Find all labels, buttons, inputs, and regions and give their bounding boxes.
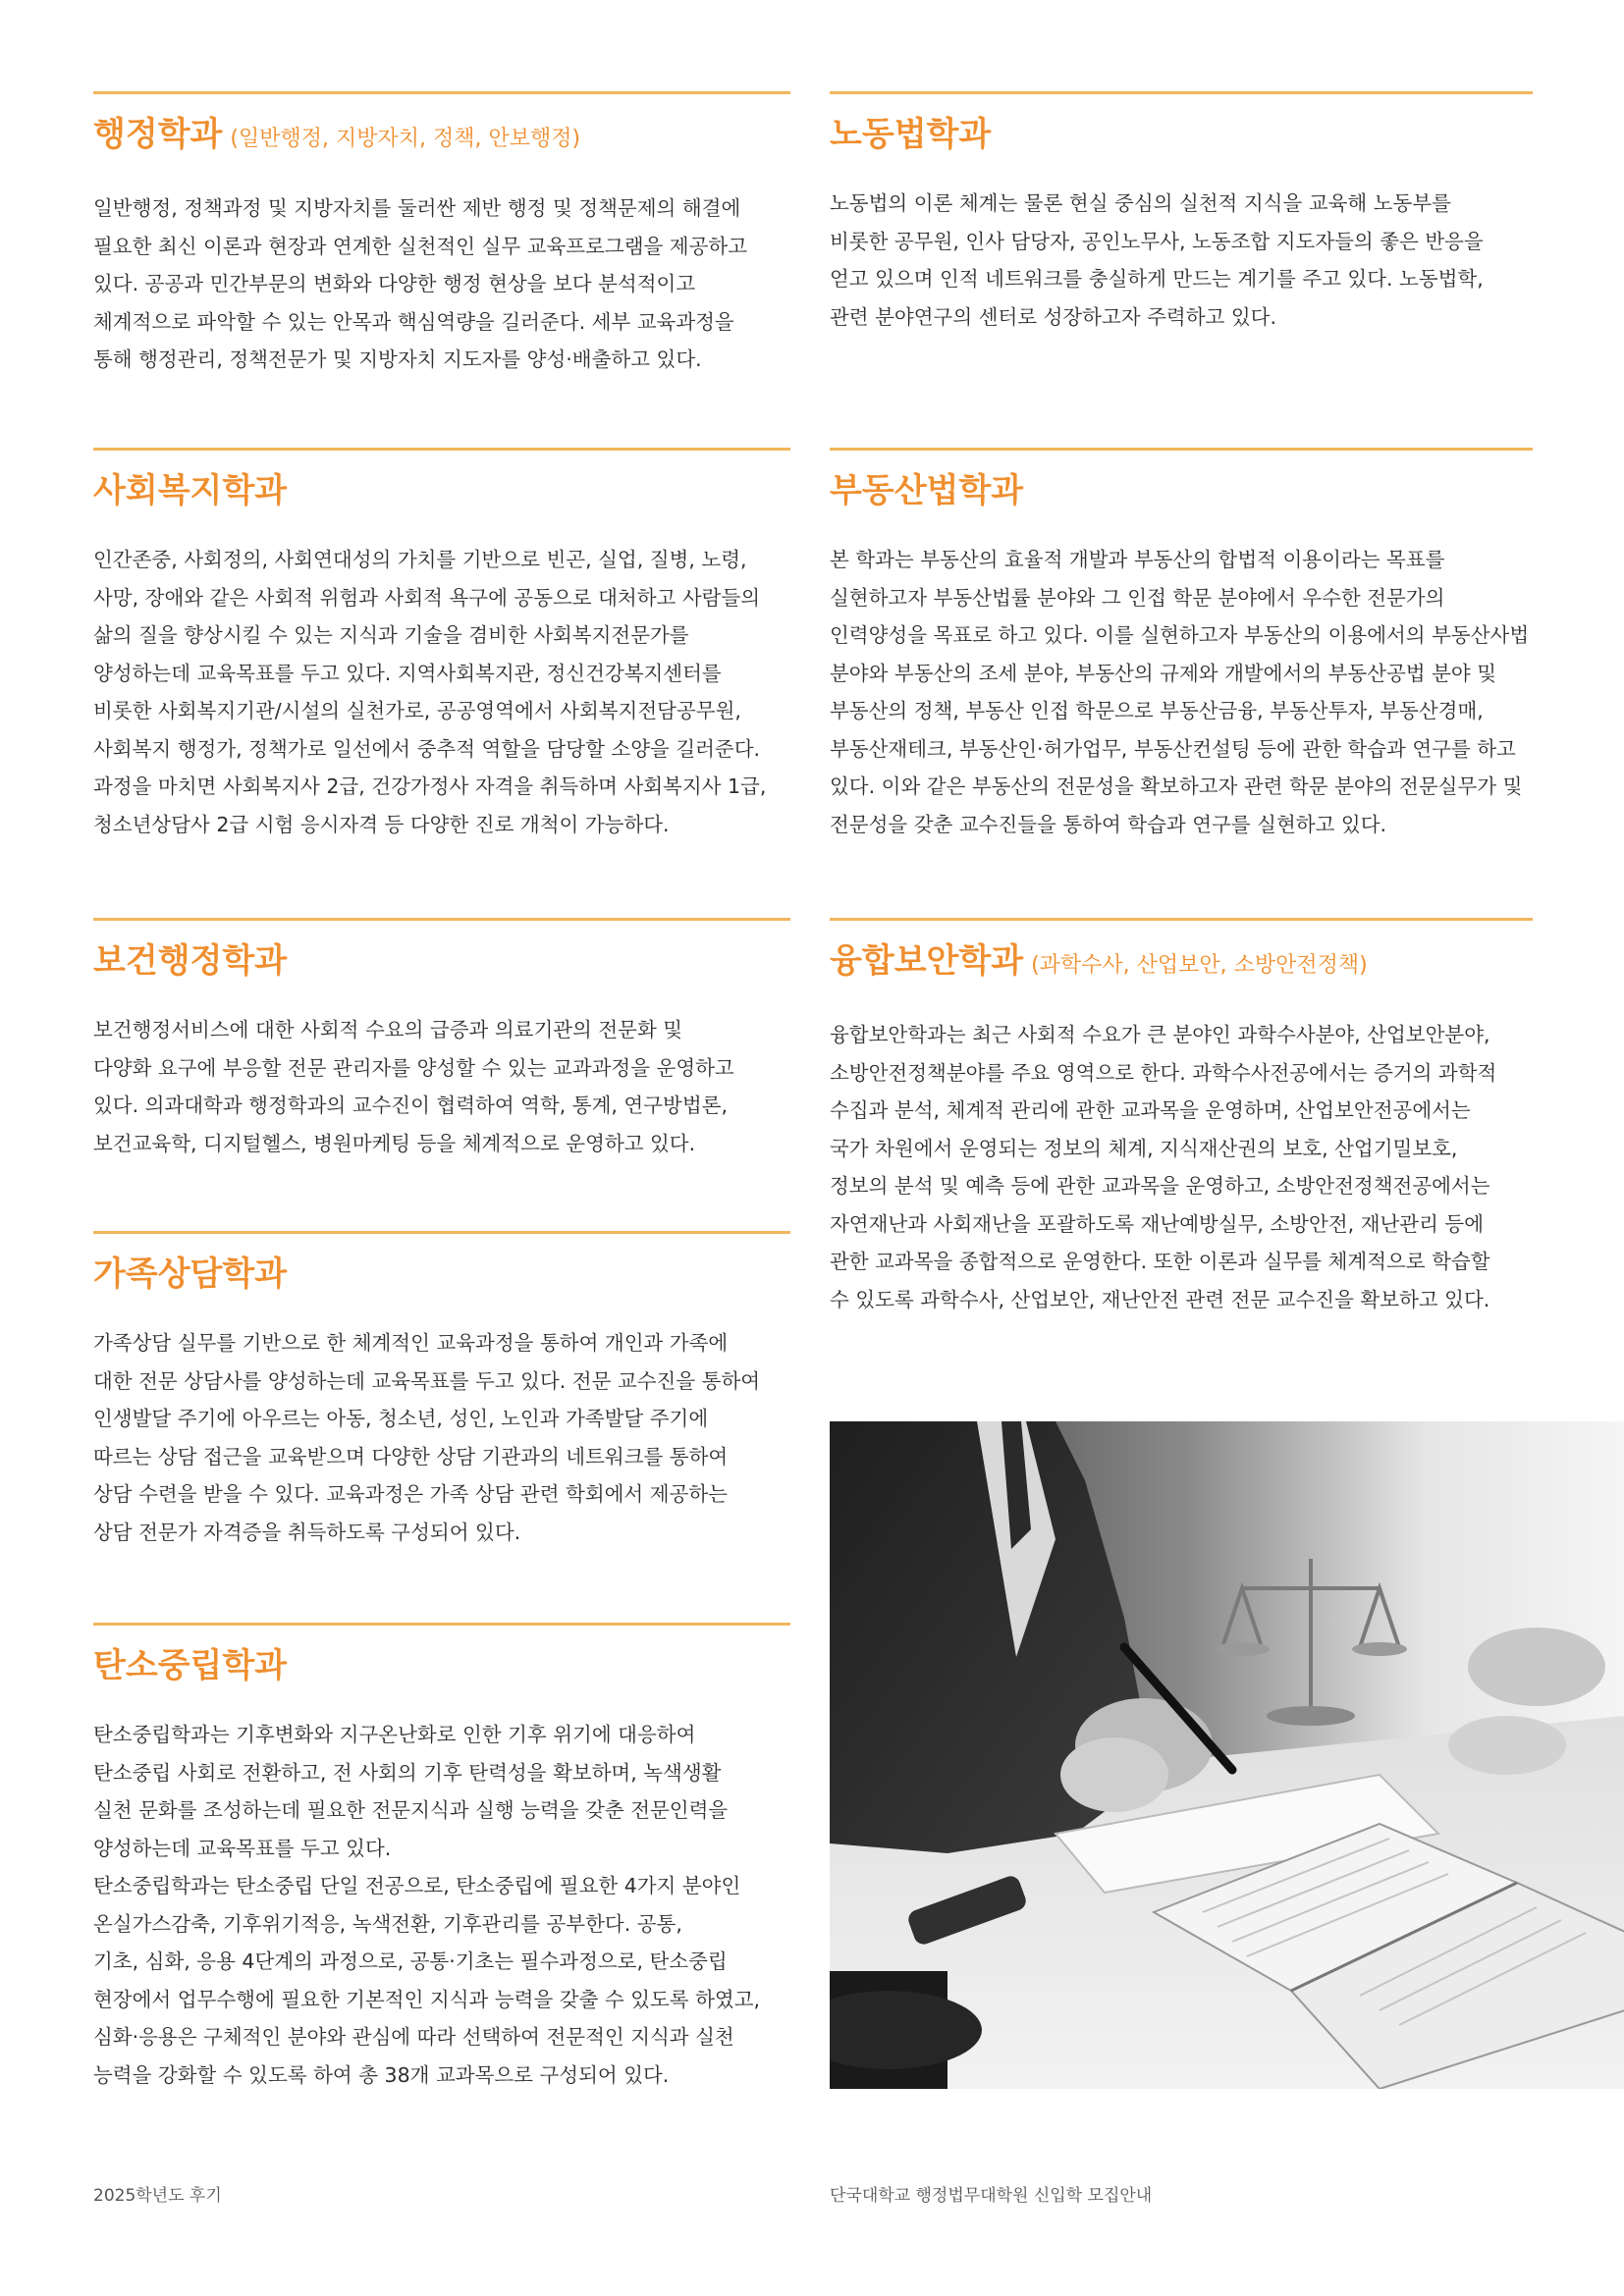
section-real-estate-law bbox=[830, 448, 1533, 843]
body-line: 인간존중, 사회정의, 사회연대성의 가치를 기반으로 빈곤, 실업, 질병, 노령, bbox=[93, 548, 747, 571]
section-labor-law bbox=[830, 91, 1533, 336]
section-divider bbox=[93, 1231, 790, 1234]
footer-left: 2025학년도 후기 bbox=[93, 2186, 222, 2206]
body-line: 분야와 부동산의 조세 분야, 부동산의 규제와 개발에서의 부동산공법 분야 및 bbox=[830, 661, 1497, 685]
body-line: 자연재난과 사회재난을 포괄하도록 재난예방실무, 소방안전, 재난관리 등에 bbox=[830, 1211, 1485, 1236]
section-body bbox=[830, 541, 1533, 843]
section-title: 보건행정학과 bbox=[93, 941, 288, 981]
section-title: 행정학과 (일반행정, 지방자치, 정책, 안보행정) bbox=[93, 115, 581, 154]
body-line: 있다. 공공과 민간부문의 변화와 다양한 행정 현상을 보다 분석적이고 bbox=[93, 272, 696, 295]
body-line: 비롯한 사회복지기관/시설의 실천가로, 공공영역에서 사회복지전담공무원, bbox=[93, 699, 741, 722]
section-title: 융합보안학과 (과학수사, 산업보안, 소방안전정책) bbox=[830, 941, 1368, 981]
body-line: 실천 문화를 조성하는데 필요한 전문지식과 실행 능력을 갖춘 전문인력을 bbox=[93, 1798, 729, 1822]
body-line: 능력을 강화할 수 있도록 하여 총 38개 교과목으로 구성되어 있다. bbox=[93, 2062, 670, 2087]
body-line: 체계적으로 파악할 수 있는 안목과 핵심역량을 길러준다. 세부 교육과정을 bbox=[93, 309, 734, 334]
body-line: 부동산재테크, 부동산인·허가업무, 부동산컨설팅 등에 관한 학습과 연구를 하고 bbox=[830, 736, 1516, 761]
body-line: 노동법의 이론 체계는 물론 현실 중심의 실천적 지식을 교육해 노동부를 bbox=[830, 191, 1451, 215]
body-line: 보건행정서비스에 대한 사회적 수요의 급증과 의료기관의 전문화 및 bbox=[93, 1018, 683, 1041]
body-line: 얻고 있으며 인적 네트워크를 충실하게 만드는 계기를 주고 있다. 노동법학, bbox=[830, 267, 1484, 291]
section-subtitle: (과학수사, 산업보안, 소방안전정책) bbox=[1031, 953, 1368, 978]
body-line: 탄소중립학과는 기후변화와 지구온난화로 인한 기후 위기에 대응하여 bbox=[93, 1723, 696, 1746]
section-body bbox=[93, 1716, 790, 2094]
body-line: 비롯한 공무원, 인사 담당자, 공인노무사, 노동조합 지도자들의 좋은 반응을 bbox=[830, 229, 1484, 253]
section-divider bbox=[93, 1623, 790, 1626]
body-line: 따르는 상담 접근을 교육받으며 다양한 상담 기관과의 네트워크를 통하여 bbox=[93, 1444, 729, 1468]
body-line: 있다. 이와 같은 부동산의 전문성을 확보하고자 관련 학문 분야의 전문실무가 및 bbox=[830, 774, 1523, 798]
section-subtitle: (일반행정, 지방자치, 정책, 안보행정) bbox=[230, 127, 581, 151]
body-line: 인생발달 주기에 아우르는 아동, 청소년, 성인, 노인과 가족발달 주기에 bbox=[93, 1407, 709, 1430]
body-line: 심화·응용은 구체적인 분야와 관심에 따라 선택하여 전문적인 지식과 실천 bbox=[93, 2025, 734, 2049]
body-line: 인력양성을 목표로 하고 있다. 이를 실현하고자 부동산의 이용에서의 부동산사법 bbox=[830, 623, 1530, 647]
section-title: 노동법학과 bbox=[830, 115, 992, 154]
body-line: 전문성을 갖춘 교수진들을 통하여 학습과 연구를 실현하고 있다. bbox=[830, 812, 1387, 836]
body-line: 수 있도록 과학수사, 산업보안, 재난안전 관련 전문 교수진을 확보하고 있다. bbox=[830, 1287, 1490, 1311]
body-line: 실현하고자 부동산법률 분야와 그 인접 학문 분야에서 우수한 전문가의 bbox=[830, 585, 1445, 610]
body-line: 탄소중립 사회로 전환하고, 전 사회의 기후 탄력성을 확보하며, 녹색생활 bbox=[93, 1760, 722, 1785]
body-line: 국가 차원에서 운영되는 정보의 체계, 지식재산권의 보호, 산업기밀보호, bbox=[830, 1136, 1458, 1160]
section-health-administration bbox=[93, 918, 790, 1162]
body-line: 양성하는데 교육목표를 두고 있다. bbox=[93, 1836, 392, 1860]
section-public-administration bbox=[93, 91, 790, 379]
body-line: 필요한 최신 이론과 현장과 연계한 실천적인 실무 교육프로그램을 제공하고 bbox=[93, 234, 748, 258]
body-line: 통해 행정관리, 정책전문가 및 지방자치 지도자를 양성·배출하고 있다. bbox=[93, 347, 702, 371]
footer-right: 단국대학교 행정법무대학원 신입학 모집안내 bbox=[830, 2186, 1153, 2206]
body-line: 일반행정, 정책과정 및 지방자치를 둘러싼 제반 행정 및 정책문제의 해결에 bbox=[93, 196, 741, 220]
section-title: 탄소중립학과 bbox=[93, 1646, 288, 1685]
section-title: 가족상담학과 bbox=[93, 1255, 288, 1294]
section-family-counseling bbox=[93, 1231, 790, 1551]
body-line: 정보의 분석 및 예측 등에 관한 교과목을 운영하고, 소방안전정책전공에서는 bbox=[830, 1174, 1490, 1198]
section-social-welfare bbox=[93, 448, 790, 843]
section-body bbox=[830, 185, 1533, 336]
section-divider bbox=[93, 448, 790, 451]
body-line: 상담 전문가 자격증을 취득하도록 구성되어 있다. bbox=[93, 1520, 521, 1544]
body-line: 양성하는데 교육목표를 두고 있다. 지역사회복지관, 정신건강복지센터를 bbox=[93, 661, 722, 685]
section-convergence-security bbox=[830, 918, 1533, 1318]
section-body bbox=[93, 541, 790, 843]
section-carbon-neutral bbox=[93, 1623, 790, 2094]
body-line: 탄소중립학과는 탄소중립 단일 전공으로, 탄소중립에 필요한 4가지 분야인 bbox=[93, 1874, 741, 1897]
body-line: 청소년상담사 2급 시험 응시자격 등 다양한 진로 개척이 가능하다. bbox=[93, 812, 670, 836]
lawyer-consultation-photo bbox=[830, 1421, 1624, 2089]
section-body bbox=[830, 1016, 1533, 1318]
section-body bbox=[93, 189, 790, 379]
body-line: 기초, 심화, 응용 4단계의 과정으로, 공통·기초는 필수과정으로, 탄소중립 bbox=[93, 1949, 728, 1973]
body-line: 온실가스감축, 기후위기적응, 녹색전환, 기후관리를 공부한다. 공통, bbox=[93, 1911, 682, 1936]
section-divider bbox=[830, 448, 1533, 451]
body-line: 과정을 마치면 사회복지사 2급, 건강가정사 자격을 취득하며 사회복지사 1급, bbox=[93, 774, 767, 798]
body-line: 소방안전정책분야를 주요 영역으로 한다. 과학수사전공에서는 증거의 과학적 bbox=[830, 1060, 1497, 1085]
section-title: 부동산법학과 bbox=[830, 471, 1024, 510]
body-line: 삶의 질을 향상시킬 수 있는 지식과 기술을 겸비한 사회복지전문가를 bbox=[93, 623, 689, 647]
body-line: 관한 교과목을 종합적으로 운영한다. 또한 이론과 실무를 체계적으로 학습할 bbox=[830, 1250, 1490, 1273]
body-line: 융합보안학과는 최근 사회적 수요가 큰 분야인 과학수사분야, 산업보안분야, bbox=[830, 1023, 1490, 1046]
section-divider bbox=[830, 918, 1533, 921]
body-line: 있다. 의과대학과 행정학과의 교수진이 협력하여 역학, 통계, 연구방법론, bbox=[93, 1094, 728, 1117]
section-body bbox=[93, 1011, 790, 1162]
section-title: 사회복지학과 bbox=[93, 471, 288, 510]
body-line: 가족상담 실무를 기반으로 한 체계적인 교육과정을 통하여 개인과 가족에 bbox=[93, 1331, 729, 1355]
section-divider bbox=[93, 91, 790, 94]
body-line: 사망, 장애와 같은 사회적 위험과 사회적 욕구에 공동으로 대처하고 사람들의 bbox=[93, 585, 761, 610]
section-divider bbox=[93, 918, 790, 921]
body-line: 대한 전문 상담사를 양성하는데 교육목표를 두고 있다. 전문 교수진을 통하여 bbox=[93, 1368, 761, 1393]
body-line: 수집과 분석, 체계적 관리에 관한 교과목을 운영하며, 산업보안전공에서는 bbox=[830, 1098, 1471, 1122]
section-body bbox=[93, 1324, 790, 1551]
body-line: 부동산의 정책, 부동산 인접 학문으로 부동산금융, 부동산투자, 부동산경매, bbox=[830, 699, 1484, 722]
body-line: 관련 분야연구의 센터로 성장하고자 주력하고 있다. bbox=[830, 304, 1276, 329]
body-line: 다양화 요구에 부응할 전문 관리자를 양성할 수 있는 교과과정을 운영하고 bbox=[93, 1055, 734, 1080]
body-line: 사회복지 행정가, 정책가로 일선에서 중추적 역할을 담당할 소양을 길러준다. bbox=[93, 736, 761, 761]
body-line: 본 학과는 부동산의 효율적 개발과 부동산의 합법적 이용이라는 목표를 bbox=[830, 548, 1445, 571]
section-divider bbox=[830, 91, 1533, 94]
body-line: 보건교육학, 디지털헬스, 병원마케팅 등을 체계적으로 운영하고 있다. bbox=[93, 1131, 696, 1155]
body-line: 현장에서 업무수행에 필요한 기본적인 지식과 능력을 갖출 수 있도록 하였고, bbox=[93, 1987, 761, 2011]
body-line: 상담 수련을 받을 수 있다. 교육과정은 가족 상담 관련 학회에서 제공하는 bbox=[93, 1482, 728, 1506]
